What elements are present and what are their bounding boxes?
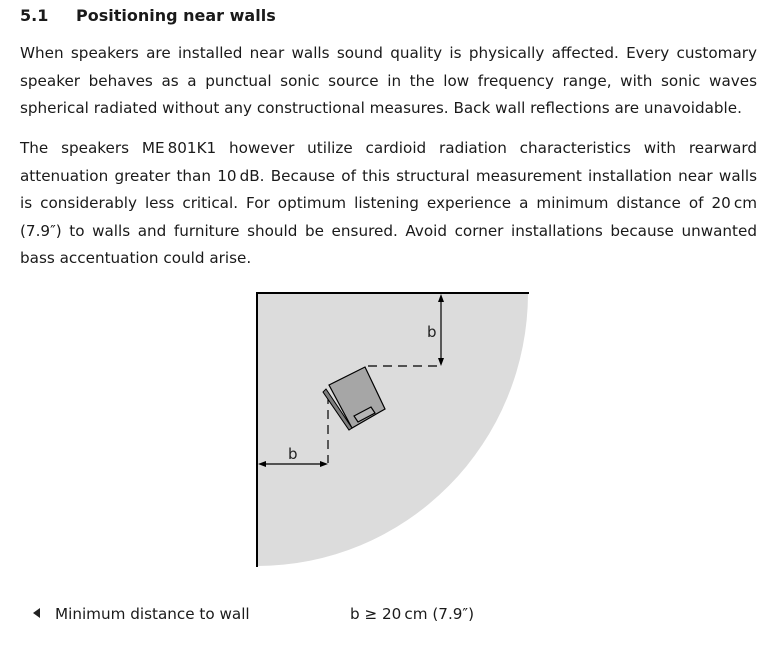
section-title: Positioning near walls bbox=[76, 6, 276, 25]
section-number: 5.1 bbox=[20, 6, 49, 25]
top-dimension-label: b bbox=[427, 323, 437, 341]
corner-area-shape bbox=[257, 293, 528, 566]
paragraph-cardioid: The speakers ME 801K1 however utilize cardioid radiation characteristics with rearward attenuation greater than 10 dB. Because of this structural measurement installation near walls is considerably less critical. For optimum listening experience a minimum distance of 20 cm (7.9″) to walls and furniture should be ensured. Avoid corner installations because unwanted bass accentuation could arise. bbox=[20, 139, 757, 267]
wall-distance-diagram bbox=[240, 285, 540, 575]
paragraph-wall-effects: When speakers are installed near walls sound quality is physically affected. Every customary speaker behaves as a punctual sonic source in the low frequency range, with sonic waves spherical radiated without any constructional measures. Back wall reflections are unavoidable. bbox=[20, 44, 757, 117]
note-value: b ≥ 20 cm (7.9″) bbox=[350, 605, 475, 623]
left-dimension-label: b bbox=[288, 445, 298, 463]
note-label: Minimum distance to wall bbox=[55, 605, 250, 623]
bullet-triangle-icon bbox=[33, 608, 40, 618]
section-heading bbox=[20, 6, 276, 25]
